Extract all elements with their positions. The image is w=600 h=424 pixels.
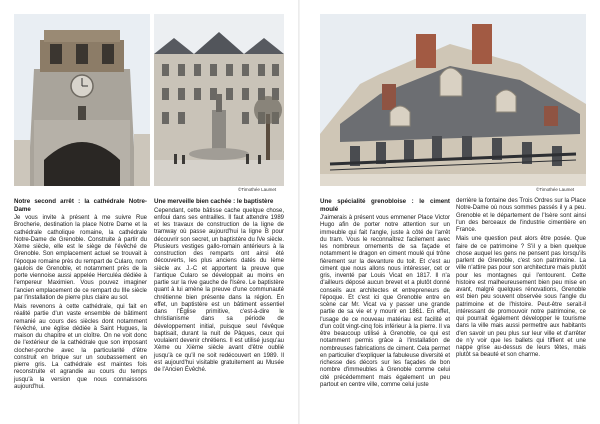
section-title: Notre second arrêt : la cathédrale Notre-Dame	[14, 198, 147, 213]
cathedral-section	[14, 198, 147, 393]
paragraph: Mais une question peut alors être posée. Que faire de ce patrimoine ? S'il y a bien quelque chose auquel les gens ne pensent pas lorsqu'ils parlent de Grenoble, c'est son patrimoine. La ville n'attire pas pour son architecture mais plutôt pour les montagnes qui l'entourent. Cette histoire est malheureusement bien peu mise en avant, malgré quelques rénovations, Grenoble est bien peu souvent observée sous l'angle du patrimoine et de l'histoire. Peut-être serait-il intéressant de promouvoir notre patrimoine, ce qui pourrait également développer le tourisme dans la ville mais aussi permettre aux habitants d'en savoir un peu plus sur leur ville et d'arrêter de n'y voir que les ballets qui tiffient et une nappe grise au-dessus de leurs têtes, mais plutôt sa beauté et son charme.	[456, 236, 586, 359]
building-section	[320, 198, 450, 391]
paragraph: Je vous invite à présent à me suivre Rue Brocherie, destination la place Notre Dame et la cathédrale catholique romaine, la cathédrale Notre-Dame de Grenoble. Construite à partir du Xème siècle, elle est le siège de l'évêché de Grenoble. Son emplacement actuel se trouvait à l'époque romaine près du rempart de Cularo, nom gaulois de Grenoble, et notamment près de la porte viennoise aussi appelée Herculéa dédiée à l'empereur Maximien. Vous pouvez imaginer l'ancien emplacement de ce rempart du IIIe siècle par l'installation de pierre plus claire au sol.	[14, 215, 147, 301]
continuation-section	[456, 198, 586, 362]
paragraph: Cependant, cette bâtisse cache quelque chose, enfoui dans ses entrailles. Il faut attendre 1989 et les travaux de construction de la ligne de tramway où passe aujourd'hui la ligne B pour découvrir son secret, un baptistère du IVe siècle. Plusieurs vestiges gallo-romain antérieurs à la construction des remparts ont ainsi été découverts, les plus anciens datés du Ième siècle av. J.-C et apportent la preuve que l'antique Cularo se développait au moins en partie sur la rive gauche de l'Isère. Le baptistère quant à lui amène la preuve d'une communauté chrétienne bien présente dans la région. En effet, un baptistère est un bâtiment essentiel dans l'Église primitive, c'est-à-dire le christianisme dans sa période de développement initial, puisque seul l'évêque baptisait, durant la nuit de Pâques, ceux qui voulaient devenir chrétiens. Il est utilisé jusqu'au Xème ou Xième siècle avant d'être oublié jusqu'à ce qu'il ne soit redécouvert en 1989. Il est aujourd'hui visitable gratuitement au Musée de l'Ancien Évêché.	[154, 207, 284, 373]
paragraph: derrière la fontaine des Trois Ordres sur la Place Notre-Dame où nous sommes passés il y a peu. Grenoble et le département de l'Isère sont ainsi l'un des berceaux de l'industrie cimentière en France.	[456, 198, 586, 233]
paragraph: Mais revenons à cette cathédrale, qui fait en réalité partie d'un vaste ensemble de bâtiment remanié au cours des siècles dont notamment l'évêché, une église dédiée à Saint Hugues, la maison du chapitre et un cloître. On ne voit donc de l'extérieur de la cathédrale que son imposant clocher-porche avec la particularité d'être construit en brique sur un soubassement en pierre gris. La cathédrale est maintes fois reconstruite et agrandie au cours du temps jusqu'à la version que nous connaissons aujourd'hui.	[14, 304, 147, 390]
baptistery-photo	[154, 14, 284, 186]
baptistery-section	[154, 198, 284, 376]
photo-credit: ©Timothée Laumet	[238, 187, 277, 192]
photo-credit: ©Timothée Laumet	[536, 187, 575, 192]
section-title: Une spécialité grenobloise : le ciment moulé	[320, 198, 450, 213]
section-title: Une merveille bien cachée : le baptistère	[154, 198, 274, 205]
cathedral-photo	[14, 14, 150, 186]
building-photo	[320, 14, 586, 186]
paragraph: J'aimerais à présent vous emmener Place Victor Hugo afin de porter notre attention sur un immeuble qui fait l'angle, juste à côté de l'arrêt du tram. Vous le reconnaîtrez facilement avec les nombreux ornements de sa façade et notamment le dragon en ciment moulé qui trône fièrement sur la devanture du toit. Et c'est au ciment que nous allons nous intéresser, cet or gris, inventé par Louis Vicat en 1817. Il n'a d'ailleurs déposé aucun brevet et a plutôt donné conseils aux architectes et entrepreneurs de l'époque. Et c'est ici que Grenoble entre en scène car Mr. Vicat va y passer une grande partie de sa vie et y mourir en 1861. En effet, l'usage de ce nouveau matériau est facilité et d'un coût vingt-cinq fois inférieur à la pierre. Il va être beaucoup utilisé à Grenoble, ce qui est notamment permis grâce à l'installation de nombreuses fabrications de ciment. Cela permet en particulier d'expliquer la fabuleuse diversité et richesse des décors sur les façades de bon nombre d'immeubles à Grenoble comme celui cité précédemment mais également un peu partout en centre ville, comme celui juste	[320, 215, 450, 388]
right-page	[300, 0, 600, 424]
